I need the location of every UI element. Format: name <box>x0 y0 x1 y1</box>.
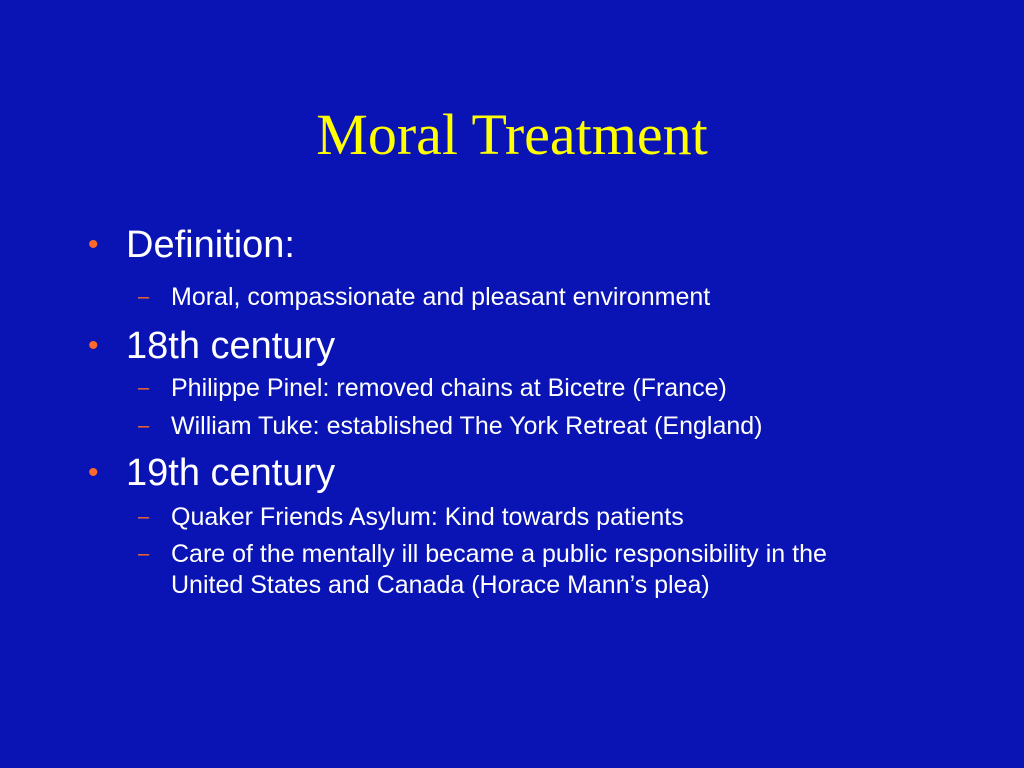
bullet-icon: • <box>88 329 99 362</box>
bullet-icon: • <box>88 228 99 261</box>
slide-title: Moral Treatment <box>316 102 708 167</box>
dash-icon: – <box>138 286 150 308</box>
dash-icon: – <box>138 377 150 399</box>
dash-icon: – <box>138 506 150 528</box>
sub-bullet-label: United States and Canada (Horace Mann’s plea) <box>171 571 710 599</box>
sub-bullet-label: Moral, compassionate and pleasant environment <box>171 283 711 311</box>
sub-bullet-label: Quaker Friends Asylum: Kind towards patients <box>171 503 684 531</box>
bullet-label: Definition: <box>126 224 295 266</box>
dash-icon: – <box>138 415 150 437</box>
bullet-label: 18th century <box>126 325 336 367</box>
dash-icon: – <box>138 543 150 565</box>
bullet-label: 19th century <box>126 452 336 494</box>
sub-bullet-label: Philippe Pinel: removed chains at Bicetre (France) <box>171 374 727 402</box>
bullet-icon: • <box>88 456 99 489</box>
sub-bullet-label: William Tuke: established The York Retreat (England) <box>171 412 763 440</box>
sub-bullet-label: Care of the mentally ill became a public responsibility in the <box>171 540 827 568</box>
